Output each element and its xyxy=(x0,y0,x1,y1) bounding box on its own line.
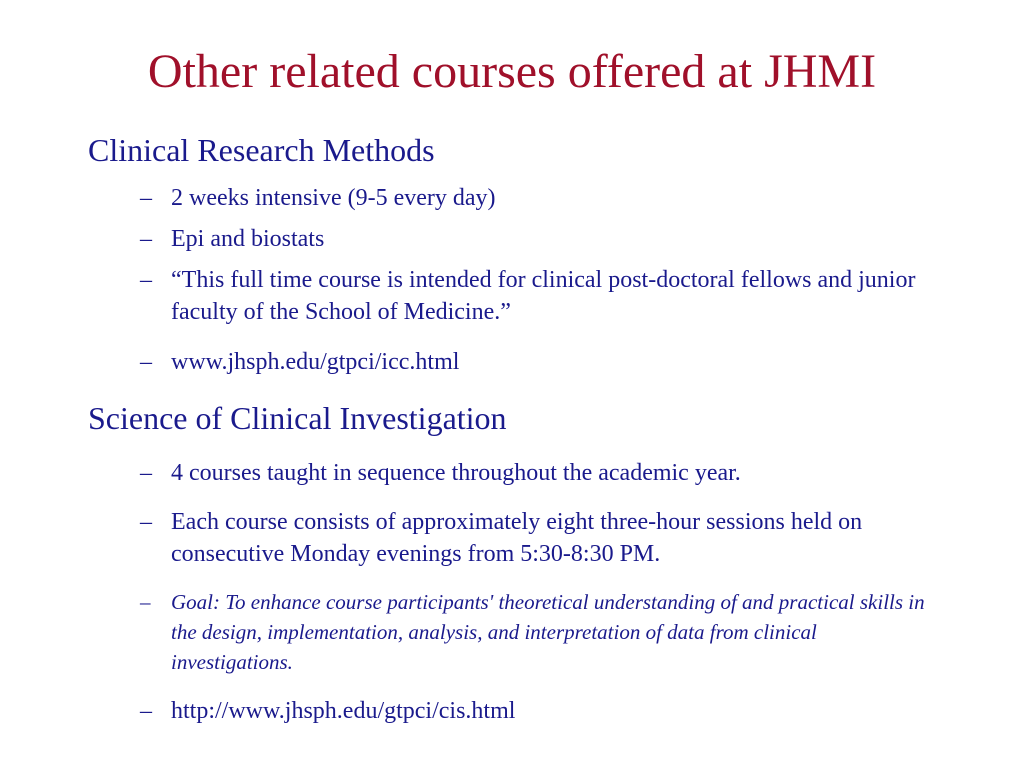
bullet-dash: – xyxy=(140,226,152,252)
bullet-item-goal xyxy=(140,587,940,677)
bullet-text: Each course consists of approximately eight three-hour sessions held on consecutive Monday evenings from 5:30-8:30 PM. xyxy=(171,509,863,567)
bullet-text: 2 weeks intensive (9-5 every day) xyxy=(171,185,496,211)
bullet-dash: – xyxy=(140,698,152,724)
bullet-dash: – xyxy=(140,590,151,614)
bullet-item xyxy=(140,223,940,255)
section-heading-clinical-research-methods: Clinical Research Methods xyxy=(88,132,435,168)
bullet-dash: – xyxy=(140,460,152,486)
section-heading-science-of-clinical-investigation: Science of Clinical Investigation xyxy=(88,400,507,436)
bullet-text: 4 courses taught in sequence throughout the academic year. xyxy=(171,460,741,486)
url-text: www.jhsph.edu/gtpci/icc.html xyxy=(171,349,460,375)
bullet-dash: – xyxy=(140,185,152,211)
bullet-link xyxy=(140,346,940,378)
bullet-dash: – xyxy=(140,349,152,375)
bullet-item xyxy=(140,506,940,570)
goal-text: Goal: To enhance course participants' theoretical understanding of and practical skills in the design, implementation, analysis, and interpretation of data from clinical investigations. xyxy=(171,590,925,674)
bullet-text: Epi and biostats xyxy=(171,226,325,252)
bullet-dash: – xyxy=(140,267,152,293)
bullet-item xyxy=(140,264,940,328)
url-text: http://www.jhsph.edu/gtpci/cis.html xyxy=(171,698,516,724)
bullet-dash: – xyxy=(140,509,152,535)
bullet-text: “This full time course is intended for clinical post-doctoral fellows and junior faculty of the School of Medicine.” xyxy=(171,267,916,325)
slide-title: Other related courses offered at JHMI xyxy=(147,45,877,98)
bullet-item xyxy=(140,182,940,214)
bullet-link xyxy=(140,695,940,727)
bullet-item xyxy=(140,457,940,489)
